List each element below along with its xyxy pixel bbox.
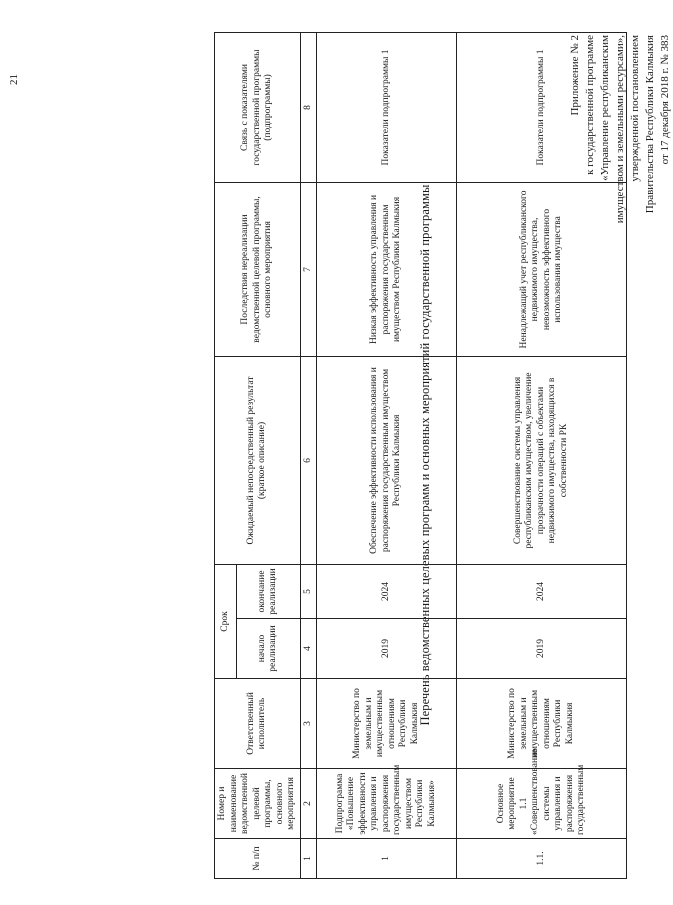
- column-number-row: [300, 32, 317, 878]
- row-num: 1: [317, 839, 457, 879]
- row-num: 1.1.: [457, 839, 627, 879]
- column-number: 2: [300, 769, 317, 839]
- appendix-line: Правительства Республики Калмыкия: [644, 35, 656, 214]
- header-consequences: Последствия нереализации ведомственной целевой программы, основного мероприятия: [215, 182, 301, 356]
- header-name: Номер и наименование ведомственной целевой программы, основного мероприятия: [215, 769, 301, 839]
- row-end: 2024: [317, 564, 457, 618]
- column-number: 1: [300, 839, 317, 879]
- document-title: Перечень ведомственных целевых программ и основных мероприятий государственной программы: [418, 184, 432, 726]
- table-row: [457, 32, 627, 878]
- row-name: Подпрограмма «Повышение эффективности управления и распоряжения государственным имуществом Республики Калмыкия»: [317, 769, 457, 839]
- appendix-line: к государственной программе: [584, 35, 596, 175]
- row-result: Совершенствование системы управления республиканским имуществом, увеличение прозрачности операций с объектами недвижимого имущества, находящихся в собственности РК: [457, 356, 627, 564]
- row-name: Основное мероприятие 1.1 «Совершенствование системы управления и распоряжения государственным: [457, 769, 627, 839]
- page-number: 21: [8, 74, 20, 85]
- row-result: Обеспечение эффективности использования и распоряжения государственным имуществом Республики Калмыкия: [317, 356, 457, 564]
- table-row: [317, 32, 457, 878]
- programs-table: [214, 32, 627, 879]
- column-number: 8: [300, 32, 317, 182]
- row-start: 2019: [317, 619, 457, 679]
- column-number: 3: [300, 679, 317, 769]
- row-consequences: Низкая эффективность управления и распоряжения государственным имуществом Республики Калмыкия: [317, 182, 457, 356]
- appendix-line: утвержденной постановлением: [629, 35, 641, 182]
- appendix-line: имуществом и земельными ресурсами»,: [614, 35, 626, 224]
- header-end: окончание реализации: [237, 564, 300, 618]
- column-number: 7: [300, 182, 317, 356]
- row-executor: Министерство по земельным и имущественным отношениям Республики Калмыкия: [317, 679, 457, 769]
- header-row: [215, 32, 237, 878]
- header-executor: Ответственный исполнитель: [215, 679, 301, 769]
- row-link: Показатели подпрограммы 1: [457, 32, 627, 182]
- header-num: № п/п: [215, 839, 301, 879]
- row-link: Показатели подпрограммы 1: [317, 32, 457, 182]
- row-start: 2019: [457, 619, 627, 679]
- appendix-line: «Управление республиканским: [599, 35, 611, 181]
- header-term: Срок: [215, 564, 237, 678]
- row-end: 2024: [457, 564, 627, 618]
- header-link: Связь с показателями государственной программы (подпрограммы): [215, 32, 301, 182]
- header-result: Ожидаемый непосредственный результат (краткое описание): [215, 356, 301, 564]
- column-number: 6: [300, 356, 317, 564]
- column-number: 4: [300, 619, 317, 679]
- appendix-line: Приложение № 2: [569, 35, 581, 116]
- header-start: начало реализации: [237, 619, 300, 679]
- row-executor: Министерство по земельным и имущественным отношениям Республики Калмыкия: [457, 679, 627, 769]
- column-number: 5: [300, 564, 317, 618]
- row-consequences: Ненадлежащий учет республиканского недвижимого имущества, невозможность эффективного использования имущества: [457, 182, 627, 356]
- appendix-line: от 17 декабря 2018 г. № 383: [659, 35, 671, 165]
